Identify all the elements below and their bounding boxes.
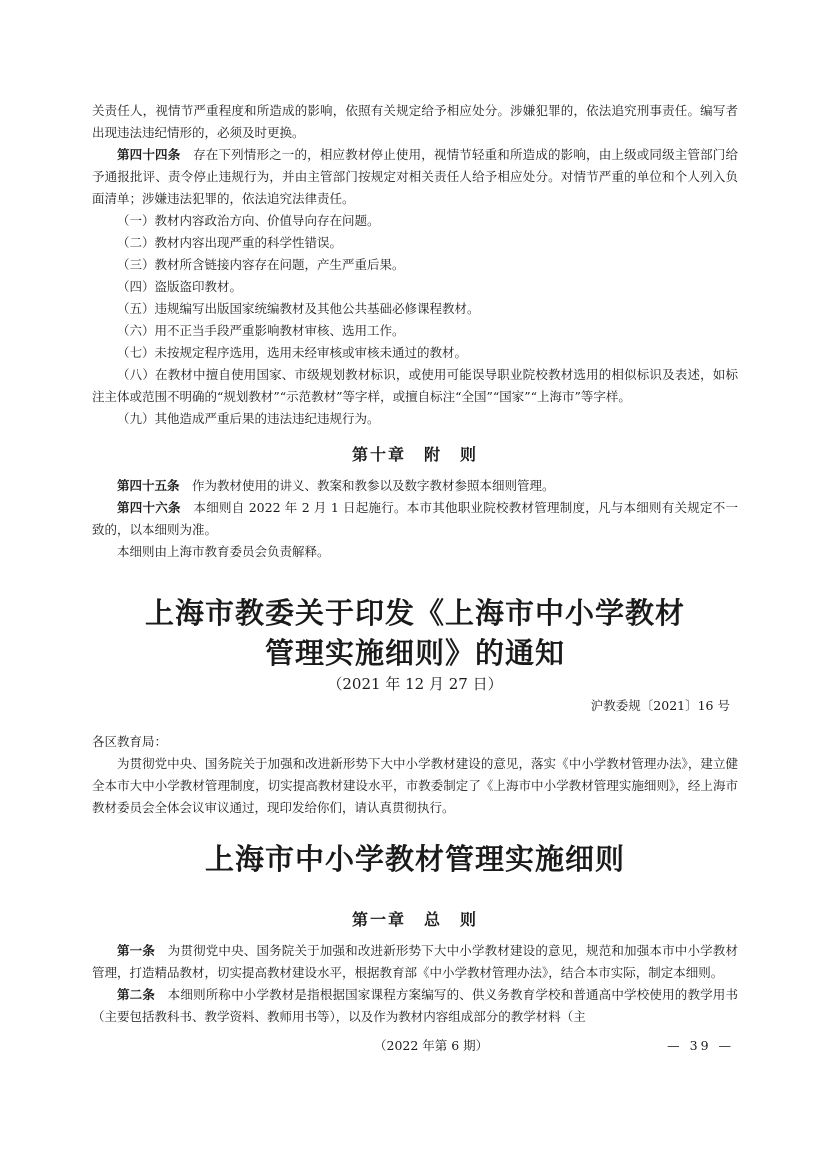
article-46-text: 本细则自 2022 年 2 月 1 日起施行。本市其他职业院校教材管理制度，凡与本细则有关规定不一致的，以本细则为准。 — [92, 500, 738, 537]
paragraph-continuation: 关责任人，视情节严重程度和所造成的影响，依照有关规定给予相应处分。涉嫌犯罪的，依法追究刑事责任。编写者出现违法违纪情形的，必须及时更换。 — [92, 103, 738, 140]
closing-note: 本细则由上海市教育委员会负责解释。 — [117, 544, 330, 559]
article-1-label: 第一条 — [117, 943, 156, 958]
list-item: （三）教材所含链接内容存在问题，产生严重后果。 — [117, 257, 405, 272]
article-44-label: 第四十四条 — [117, 147, 181, 162]
article-45-text: 作为教材使用的讲义、教案和教参以及数字教材参照本细则管理。 — [192, 478, 555, 493]
list-item: （二）教材内容出现严重的科学性错误。 — [117, 235, 343, 250]
notice-title-line-2: 管理实施细则》的通知 — [264, 636, 565, 670]
list-item: （七）未按规定程序选用，选用未经审核或审核未通过的教材。 — [117, 345, 468, 360]
list-item: （九）其他造成严重后果的违法违纪违规行为。 — [117, 411, 380, 426]
page-number: — 39 — — [667, 1038, 734, 1053]
notice-date: （2021 年 12 月 27 日） — [327, 675, 503, 693]
rules-title: 上海市中小学教材管理实施细则 — [204, 842, 625, 876]
list-item: （一）教材内容政治方向、价值导向存在问题。 — [117, 213, 380, 228]
article-46-label: 第四十六条 — [117, 500, 181, 515]
list-item: （五）违规编写出版国家统编教材及其他公共基础必修课程教材。 — [117, 301, 480, 316]
article-44-text: 存在下列情形之一的，相应教材停止使用，视情节轻重和所造成的影响，由上级或同级主管部门给予通报批评、责令停止违规行为，并由主管部门按规定对相关责任人给予相应处分。对情节严重的单位和个人列入负面清单；涉嫌违法犯罪的，依法追究法律责任。 — [92, 147, 738, 206]
article-46 — [92, 497, 738, 541]
article-45-label: 第四十五条 — [117, 478, 180, 493]
article-2-label: 第二条 — [117, 987, 156, 1002]
chapter-10-heading: 第十章 附 则 — [351, 445, 478, 464]
article-2 — [92, 984, 738, 1028]
list-item: （四）盗版盗印教材。 — [117, 279, 243, 294]
notice-title — [92, 593, 738, 673]
article-1-text: 为贯彻党中央、国务院关于加强和改进新形势下大中小学教材建设的意见，规范和加强本市中小学教材管理，打造精品教材，切实提高教材建设水平，根据教育部《中小学教材管理办法》，结合本市实际，制定本细则。 — [92, 943, 738, 980]
page-footer — [92, 1035, 738, 1057]
notice-title-line-1: 上海市教委关于印发《上海市中小学教材 — [144, 596, 685, 630]
issue-label: （2022 年第 6 期） — [374, 1038, 489, 1053]
article-1 — [92, 940, 738, 984]
chapter-1-heading: 第一章 总 则 — [351, 910, 478, 929]
notice-body: 为贯彻党中央、国务院关于加强和改进新形势下大中小学教材建设的意见，落实《中小学教材管理办法》，建立健全本市大中小学教材管理制度，切实提高教材建设水平，市教委制定了《上海市中小学教材管理实施细则》，经上海市教材委员会全体会议审议通过，现印发给你们，请认真贯彻执行。 — [92, 756, 738, 815]
article-44 — [92, 144, 738, 210]
article-45 — [92, 475, 738, 497]
page-content — [92, 100, 738, 1028]
list-item: （六）用不正当手段严重影响教材审核、选用工作。 — [117, 323, 405, 338]
article-2-text: 本细则所称中小学教材是指根据国家课程方案编写的、供义务教育学校和普通高中学校使用的教学用书（主要包括教科书、教学资料、教师用书等），以及作为教材内容组成部分的教学材料（主 — [92, 987, 738, 1024]
list-item: （八）在教材中擅自使用国家、市级规划教材标识，或使用可能误导职业院校教材选用的相似标识及表述，如标注主体或范围不明确的“规划教材”“示范教材”等字样，或擅自标注“全国”“国家”“上海市”等字样。 — [92, 367, 738, 404]
document-number: 沪教委规〔2021〕16 号 — [590, 698, 730, 713]
salutation: 各区教育局： — [92, 734, 168, 749]
